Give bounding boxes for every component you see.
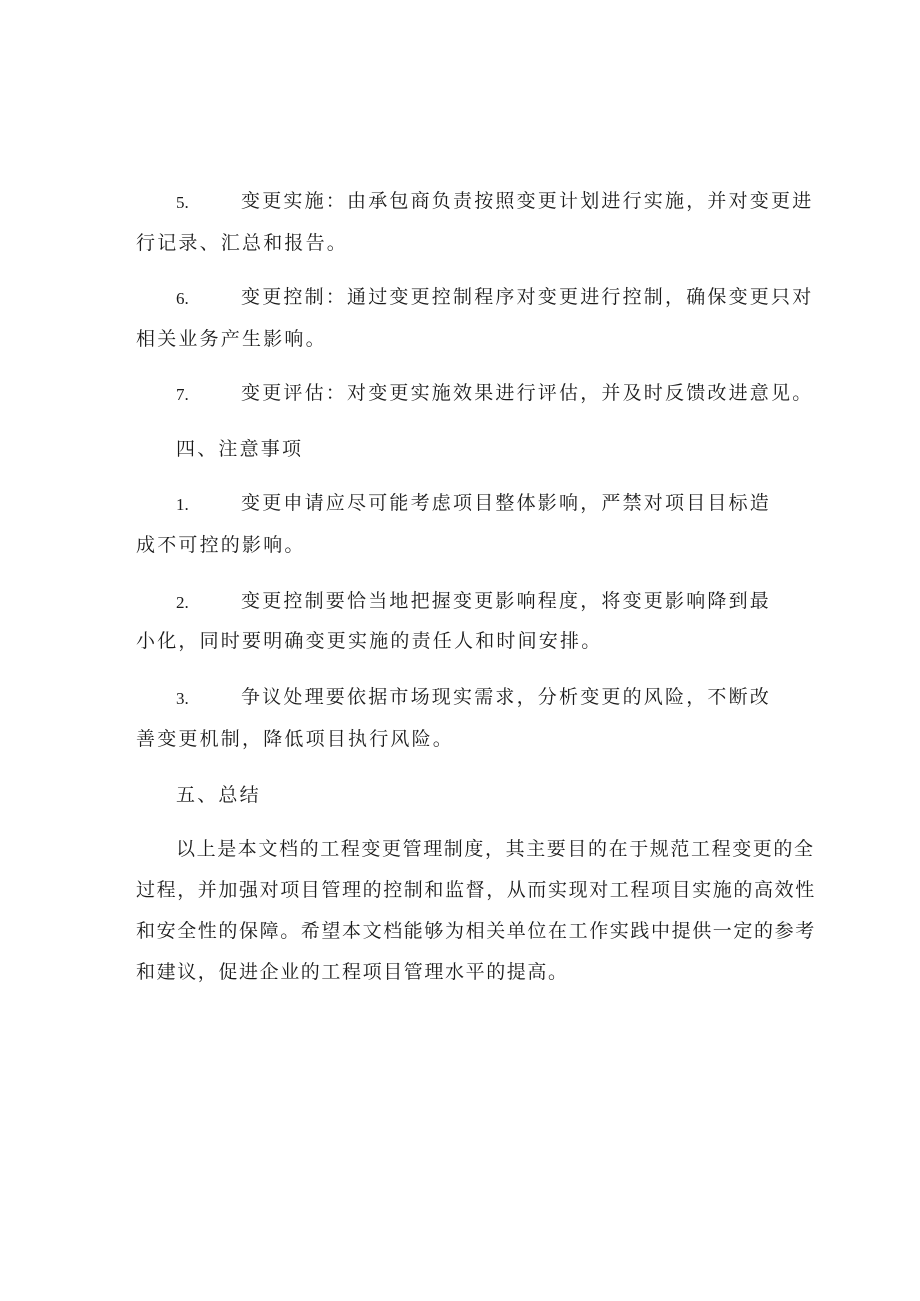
- list-number: 1.: [176, 495, 189, 514]
- summary-line: 和建议，促进企业的工程项目管理水平的提高。: [136, 961, 569, 983]
- list-item-text: 争议处理要依据市场现实需求，分析变更的风险，不断改: [241, 686, 772, 708]
- list-item-text: 变更评估：对变更实施效果进行评估，并及时反馈改进意见。: [241, 382, 814, 404]
- list-number: 3.: [176, 689, 189, 708]
- list-item-text-cont: 小化，同时要明确变更实施的责任人和时间安排。: [136, 630, 603, 652]
- section-heading: 五、总结: [176, 784, 261, 806]
- list-item-text-cont: 成不可控的影响。: [136, 534, 306, 556]
- list-item-text: 变更控制：通过变更控制程序对变更进行控制，确保变更只对: [241, 286, 814, 308]
- list-number: 5.: [176, 193, 189, 212]
- list-item-text: 变更实施：由承包商负责按照变更计划进行实施，并对变更进: [241, 190, 814, 212]
- list-number: 7.: [176, 385, 189, 404]
- list-item-text-cont: 相关业务产生影响。: [136, 328, 327, 350]
- list-item-text-cont: 善变更机制，降低项目执行风险。: [136, 728, 455, 750]
- summary-line: 过程，并加强对项目管理的控制和监督，从而实现对工程项目实施的高效性: [136, 879, 816, 901]
- list-item-text-cont: 行记录、汇总和报告。: [136, 232, 349, 254]
- summary-line: 和安全性的保障。希望本文档能够为相关单位在工作实践中提供一定的参考: [136, 920, 816, 942]
- list-number: 6.: [176, 289, 189, 308]
- list-item-text: 变更控制要恰当地把握变更影响程度，将变更影响降到最: [241, 590, 772, 612]
- summary-line: 以上是本文档的工程变更管理制度，其主要目的在于规范工程变更的全: [176, 838, 815, 860]
- list-item-text: 变更申请应尽可能考虑项目整体影响，严禁对项目目标造: [241, 492, 772, 514]
- section-heading: 四、注意事项: [176, 438, 304, 460]
- list-number: 2.: [176, 593, 189, 612]
